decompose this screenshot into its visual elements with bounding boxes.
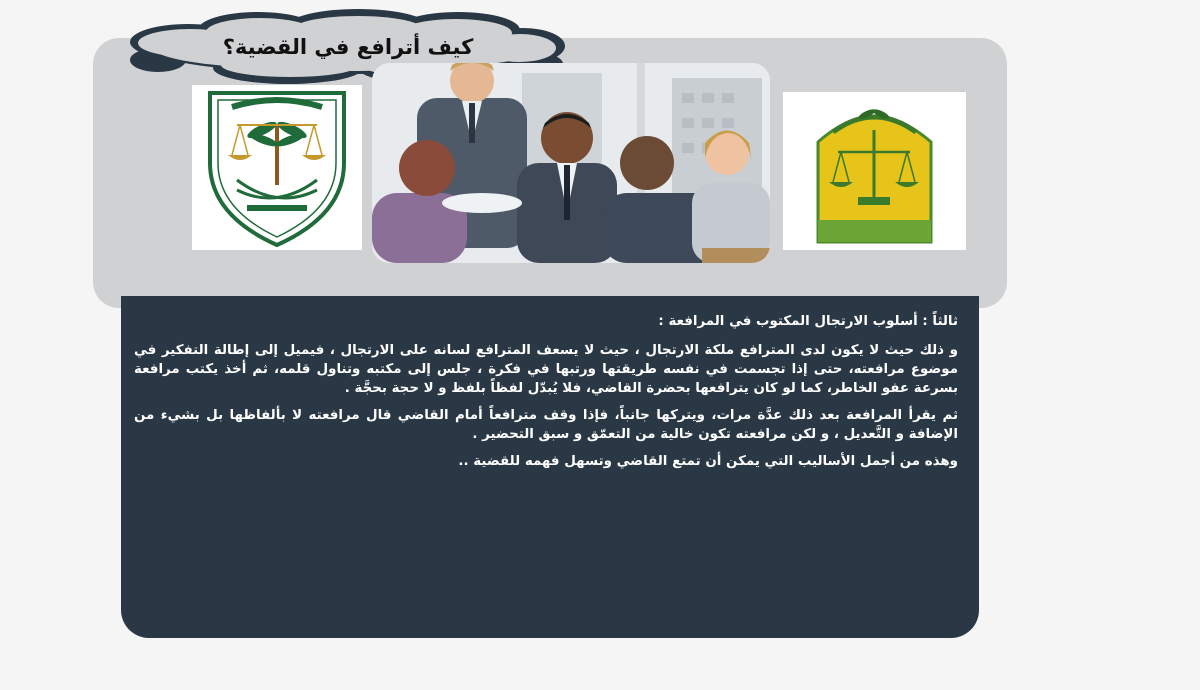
courtroom-photo bbox=[372, 63, 770, 263]
paragraph-2: ثم يقرأ المرافعة بعد ذلك عدَّة مرات، ويتركها جانباً، فإذا وقف مترافعاً أمام القاضي قال مرافعته لا بألفاظها بل بشيء من الإضافة و التَّعديل ، و لكن مرافعته تكون خالية من التعمّق و سبق التحضير . bbox=[134, 408, 958, 442]
court-emblem-icon bbox=[192, 85, 362, 250]
page-title: كيف أترافع في القضية؟ bbox=[222, 35, 474, 59]
ministry-logo bbox=[783, 92, 966, 250]
article-body bbox=[134, 312, 958, 479]
paragraph-3: وهذه من أجمل الأساليب التي يمكن أن تمتع القاضي وتسهل فهمه للقضية .. bbox=[458, 454, 958, 469]
paragraph-1: و ذلك حيث لا يكون لدى المترافع ملكة الارتجال ، حيث لا يسعف المترافع لسانه على الارتجال ، فيميل إلى إطالة التفكير في موضوع مرافعته، حتى إذا تجسمت في نفسه طريقتها ورتبها في فكرة ، جلس إلى مكتبه وتناول قلمه، ثم أخذ يكتب مرافعة بسرعة عفو الخاطر، كما لو كان يترافعها بحضرة القاضي، فلا يُبدّل لفظاً بلفظ و لا حجة بحجَّة . bbox=[134, 343, 958, 396]
court-logo bbox=[192, 85, 362, 250]
section-heading: ثالثاً : أسلوب الارتجال المكتوب في المرافعة : bbox=[658, 314, 958, 329]
ministry-of-justice-emblem-icon bbox=[783, 92, 966, 250]
courtroom-meeting-illustration bbox=[372, 63, 770, 263]
